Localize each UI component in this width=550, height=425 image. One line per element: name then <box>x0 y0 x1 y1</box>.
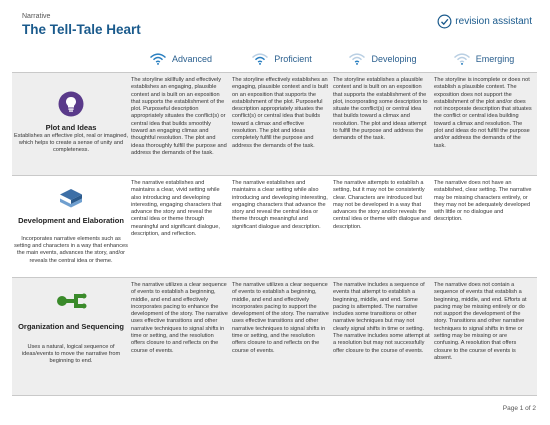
page-header <box>22 12 532 42</box>
page-title: The Tell-Tale Heart <box>22 22 141 37</box>
cell-emerging: The storyline is incomplete or does not establish a plausible context. The exposition does not support the establishment of the plot and/or does not incorporate description that situates the conflict or central idea building toward a climax and resolution. The plot and ideas do not fulfill the purpose and/or address the demands of the task. <box>434 77 532 149</box>
cell-emerging: The narrative does not have an established, clear setting. The narrative may be missing characters entirely, or they may not be adequately developed with little or no dialogue and description. <box>434 180 532 223</box>
criterion-description: Incorporates narrative elements such as setting and characters in a way that enhances the main events, advances the story, and/or reveals the central idea or theme. <box>14 236 128 264</box>
signal-full-icon <box>149 53 167 65</box>
rubric-row-organization-and-sequencing <box>12 277 537 396</box>
cell-developing: The storyline establishes a plausible context and is built on an exposition that supports the establishment of the plot, incorporating some description to situate the conflict(s) or central idea that builds toward a climax and resolution. The plot and ideas attempt to fulfill the purpose and address the demands of the task. <box>333 77 428 142</box>
level-label: Proficient <box>274 54 312 64</box>
rubric-row-plot-and-ideas <box>12 72 537 175</box>
level-emerging <box>433 50 534 68</box>
level-label: Developing <box>371 54 417 64</box>
brand <box>437 14 532 29</box>
cell-proficient: The storyline effectively establishes an engaging, plausible context and is built on an exposition that supports the establishment of the plot. Purposeful description appropriately situates the conflict(s) or central idea that builds toward a climax and effective resolution. The plot and ideas completely fulfill the purpose and address the demands of the task. <box>232 77 329 149</box>
cell-developing: The narrative includes a sequence of events that attempt to establish a beginning, middle, and end. Some pacing is attempted. The narrative includes some transitions or other narrative techniques but may not clearly signal shifts in time or setting. The narrative includes some attempt at a resolution but may not successfully offer closure to the course of events. <box>333 282 430 354</box>
cell-advanced: The storyline skillfully and effectively establishes an engaging, plausible context and is built on an exposition that supports the establishment of the plot. Purposeful description appropriately situates the conflict(s) or central idea that builds smoothly toward an engaging climax and thoughtful resolution. The plot and ideas thoroughly fulfill the purpose and address the demands of the task. <box>131 77 227 156</box>
criterion-description: Establishes an effective plot, real or imagined, which helps to create a sense of unity and completeness. <box>14 133 129 154</box>
criterion-name: Organization and Sequencing <box>18 322 124 331</box>
level-advanced <box>130 50 231 68</box>
cell-proficient: The narrative establishes and maintains a clear setting while also introducing and developing interesting, engaging characters that advance the story and reveal the central idea or theme through meaningful and significant dialogue and description. <box>232 180 328 230</box>
level-header-row <box>130 50 535 68</box>
cell-advanced: The narrative establishes and maintains a clear, vivid setting while also introducing and developing interesting, engaging characters that advance the story and reveal the central idea or theme through meaningful and significant dialogue, description, and reflection. <box>131 180 222 238</box>
page-number: Page 1 of 2 <box>502 405 536 412</box>
cell-proficient: The narrative utilizes a clear sequence of events to establish a beginning, middle, and end and effectively incorporates pacing to support the development of the story. The narrative uses effective transitions and other narrative techniques to signal shifts in time or setting, and the resolution offers closure to and reflects on the course of events. <box>232 282 329 354</box>
signal-medium-icon <box>348 53 366 65</box>
criterion-name: Plot and Ideas <box>45 123 97 132</box>
signal-low-icon <box>453 53 471 65</box>
criterion-plot-and-ideas <box>12 73 130 175</box>
cell-developing: The narrative attempts to establish a setting, but it may not be consistently clear. Characters are introduced but may not be developed in a way that advances the story and/or reveals the central idea or theme with dialogue and description. <box>333 180 431 230</box>
criterion-name: Development and Elaboration <box>18 216 124 225</box>
criterion-description: Uses a natural, logical sequence of ideas/events to move the narrative from beginning to end. <box>21 344 121 365</box>
level-label: Advanced <box>171 54 213 64</box>
criterion-organization-and-sequencing <box>12 278 130 395</box>
brand-logo-icon <box>437 14 452 29</box>
cell-advanced: The narrative utilizes a clear sequence of events to establish a beginning, middle, and end and effectively incorporates pacing to enhance the development of the story. The narrative uses effective transitions and other narrative techniques to signal shifts in time or setting, and the resolution offers closure to and reflects on the course of events. <box>131 282 228 354</box>
level-proficient <box>231 50 332 68</box>
connector-icon <box>54 288 88 314</box>
level-developing <box>332 50 433 68</box>
rubric-row-development-and-elaboration <box>12 175 537 277</box>
level-label: Emerging <box>475 54 515 64</box>
layers-icon <box>58 186 84 212</box>
signal-high-icon <box>251 53 269 65</box>
lightbulb-icon <box>58 91 84 117</box>
criterion-development-and-elaboration <box>12 176 130 277</box>
document-genre: Narrative <box>22 13 51 20</box>
brand-name: revision assistant <box>455 16 532 27</box>
cell-emerging: The narrative does not contain a sequence of events that establish a beginning, middle, and end. Efforts at pacing may be missing entirely or do not support the development of the story. Transitions and other narrative techniques to signal shifts in time or setting may be missing or are confusing. A resolution that offers closure to the course of events is absent. <box>434 282 527 361</box>
